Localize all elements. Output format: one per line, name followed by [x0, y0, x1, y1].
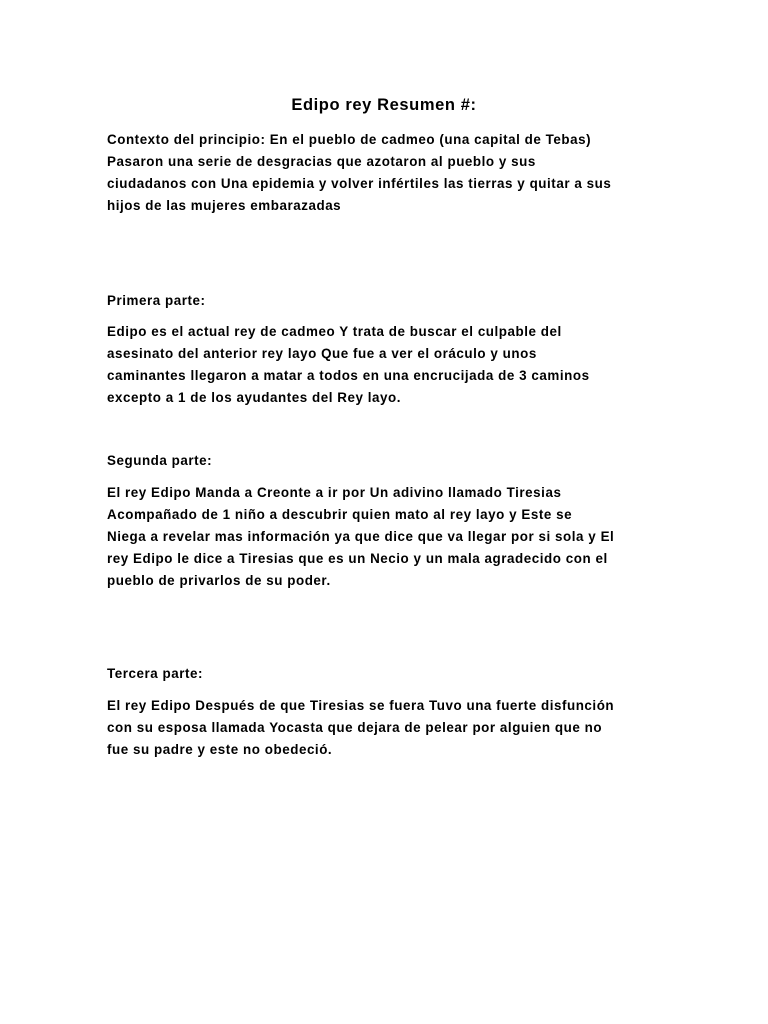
paragraph-line: con su esposa llamada Yocasta que dejara de pelear por alguien que no [107, 720, 603, 735]
paragraph-line: fue su padre y este no obedeció. [107, 742, 333, 757]
document-title: Edipo rey Resumen #: [291, 96, 477, 114]
section-paragraph-primera [107, 321, 667, 409]
paragraph-line: hijos de las mujeres embarazadas [107, 198, 342, 213]
section-heading-primera: Primera parte: [107, 293, 206, 308]
paragraph-line: pueblo de privarlos de su poder. [107, 573, 331, 588]
context-paragraph [107, 129, 667, 217]
paragraph-line: excepto a 1 de los ayudantes del Rey layo. [107, 390, 401, 405]
section-paragraph-segunda [107, 482, 667, 592]
paragraph-line: asesinato del anterior rey layo Que fue a ver el oráculo y unos [107, 346, 537, 361]
paragraph-line: Pasaron una serie de desgracias que azotaron al pueblo y sus [107, 154, 536, 169]
paragraph-line: ciudadanos con Una epidemia y volver infértiles las tierras y quitar a sus [107, 176, 612, 191]
paragraph-line: rey Edipo le dice a Tiresias que es un Necio y un mala agradecido con el [107, 551, 608, 566]
paragraph-line: El rey Edipo Después de que Tiresias se fuera Tuvo una fuerte disfunción [107, 698, 615, 713]
paragraph-line: Contexto del principio: En el pueblo de cadmeo (una capital de Tebas) [107, 132, 592, 147]
section-heading-tercera: Tercera parte: [107, 666, 204, 681]
section-paragraph-tercera [107, 695, 667, 761]
paragraph-line: Acompañado de 1 niño a descubrir quien mato al rey layo y Este se [107, 507, 573, 522]
paragraph-line: El rey Edipo Manda a Creonte a ir por Un adivino llamado Tiresias [107, 485, 562, 500]
paragraph-line: Niega a revelar mas información ya que dice que va llegar por si sola y El [107, 529, 615, 544]
paragraph-line: caminantes llegaron a matar a todos en una encrucijada de 3 caminos [107, 368, 590, 383]
section-heading-segunda: Segunda parte: [107, 453, 213, 468]
paragraph-line: Edipo es el actual rey de cadmeo Y trata de buscar el culpable del [107, 324, 562, 339]
